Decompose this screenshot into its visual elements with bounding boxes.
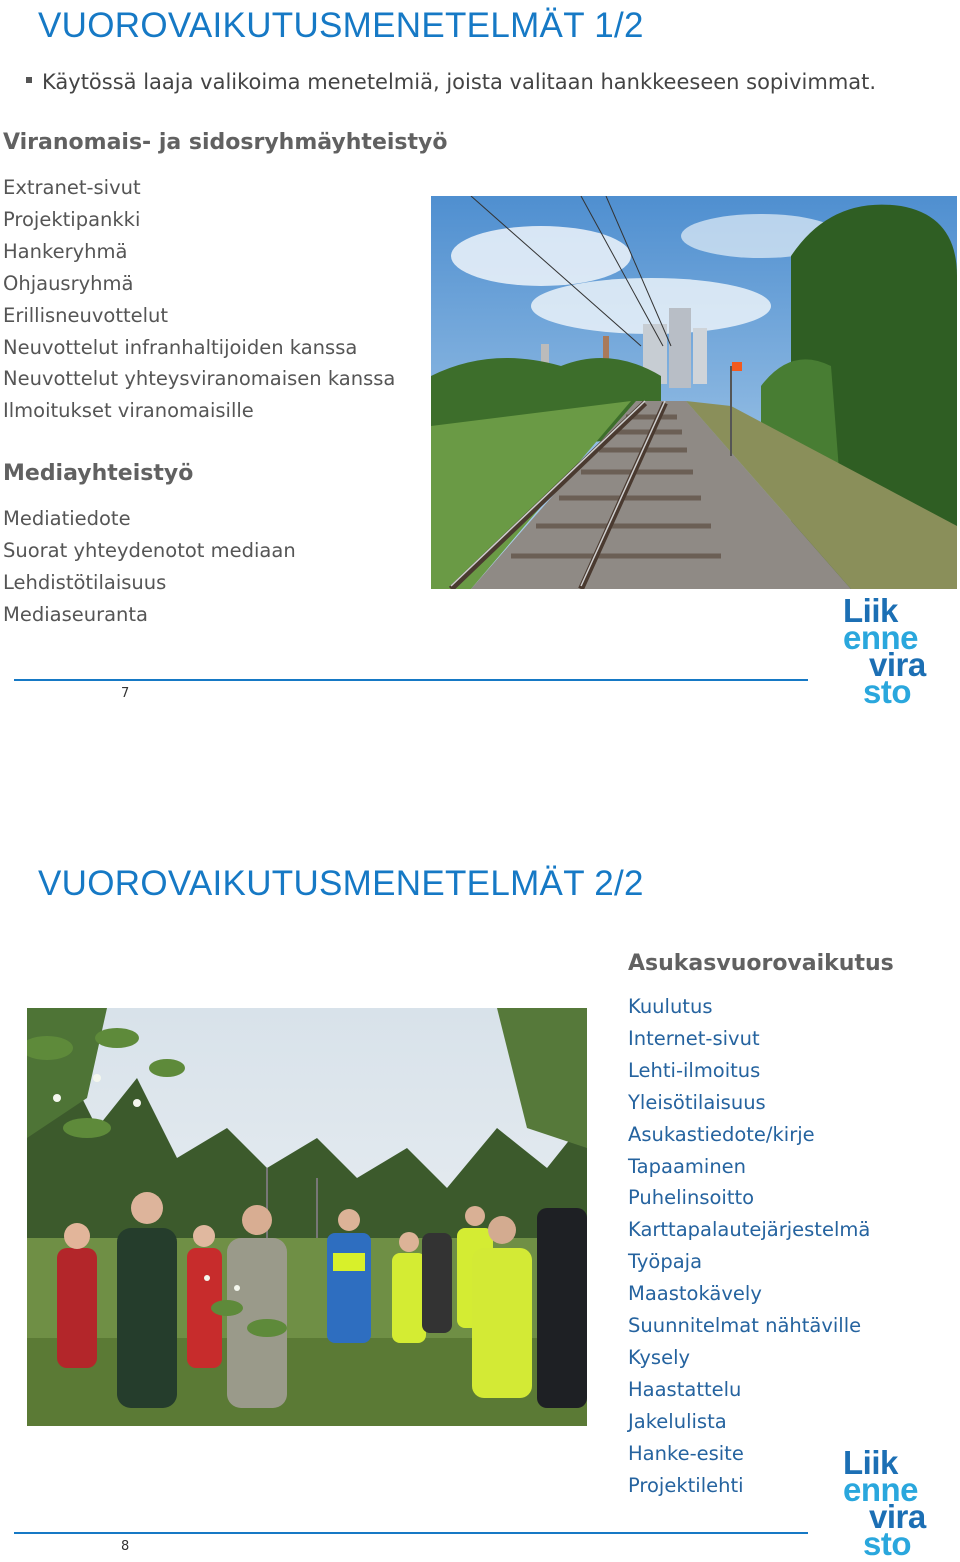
authority-method-list: [3, 172, 395, 427]
page-number: 7: [121, 686, 130, 701]
footer-rule: [14, 679, 808, 681]
list-item: Asukastiedote/kirje: [628, 1122, 815, 1146]
logo-line: vira: [869, 1498, 926, 1535]
railway-photo: [431, 196, 957, 589]
list-item: Haastattelu: [628, 1377, 742, 1401]
group-heading-media: Mediayhteistyö: [3, 461, 194, 486]
media-method-list: [3, 503, 296, 631]
railway-photo-illustration: [431, 196, 957, 589]
logo-line: enne: [843, 619, 919, 656]
logo-line: vira: [869, 646, 926, 683]
list-item: Neuvottelut yhteysviranomaisen kanssa: [3, 367, 396, 391]
list-item: Kuulutus: [628, 995, 713, 1018]
intro-bullet-text: Käytössä laaja valikoima menetelmiä, joista valitaan hankkeeseen sopivimmat.: [42, 70, 877, 94]
resident-method-list: [628, 991, 870, 1502]
list-item: Mediaseuranta: [3, 602, 149, 626]
slide-title: VUOROVAIKUTUSMENETELMÄT 1/2: [38, 6, 644, 45]
list-item: Työpaja: [628, 1250, 703, 1274]
logo-line: Liik: [843, 592, 898, 629]
list-item: Karttapalautejärjestelmä: [628, 1218, 871, 1242]
slide-1: [0, 0, 960, 780]
list-item: Hankeryhmä: [3, 239, 128, 263]
slide-title: VUOROVAIKUTUSMENETELMÄT 2/2: [38, 864, 644, 903]
logo-line: sto: [863, 673, 911, 710]
list-item: Puhelinsoitto: [628, 1186, 755, 1210]
logo-line: sto: [863, 1525, 911, 1562]
list-item: Suunnitelmat nähtäville: [628, 1314, 862, 1338]
list-item: Yleisötilaisuus: [628, 1090, 766, 1114]
list-item: Erillisneuvottelut: [3, 303, 169, 327]
list-item: Jakelulista: [628, 1409, 727, 1433]
list-item: Projektilehti: [628, 1473, 744, 1497]
liikennevirasto-logo: [843, 1444, 943, 1562]
list-item: Suorat yhteydenotot mediaan: [3, 538, 296, 562]
list-item: Internet-sivut: [628, 1026, 760, 1050]
public-meeting-photo-illustration: [27, 1008, 587, 1426]
list-item: Lehti-ilmoitus: [628, 1058, 761, 1082]
list-item: Kysely: [628, 1345, 691, 1369]
slide-2: [0, 780, 960, 1560]
list-item: Ilmoitukset viranomaisille: [3, 399, 254, 423]
liikennevirasto-logo: [843, 592, 943, 710]
group-heading-authority: Viranomais- ja sidosryhmäyhteistyö: [3, 130, 448, 155]
footer-rule: [14, 1532, 808, 1534]
public-meeting-photo: [27, 1008, 587, 1426]
list-item: Extranet-sivut: [3, 176, 141, 199]
list-item: Ohjausryhmä: [3, 271, 134, 295]
list-item: Neuvottelut infranhaltijoiden kanssa: [3, 335, 358, 359]
list-item: Tapaaminen: [628, 1154, 747, 1178]
page-number: 8: [121, 1539, 130, 1554]
intro-bullet: [26, 70, 876, 94]
list-item: Maastokävely: [628, 1282, 762, 1306]
logo-line: enne: [843, 1471, 919, 1508]
list-item: Projektipankki: [3, 207, 141, 231]
logo-line: Liik: [843, 1444, 898, 1481]
list-item: Hanke-esite: [628, 1441, 744, 1465]
bullet-square-icon: [26, 77, 32, 83]
list-item: Lehdistötilaisuus: [3, 570, 167, 594]
group-heading-residents: Asukasvuorovaikutus: [628, 951, 894, 976]
list-item: Mediatiedote: [3, 507, 131, 530]
